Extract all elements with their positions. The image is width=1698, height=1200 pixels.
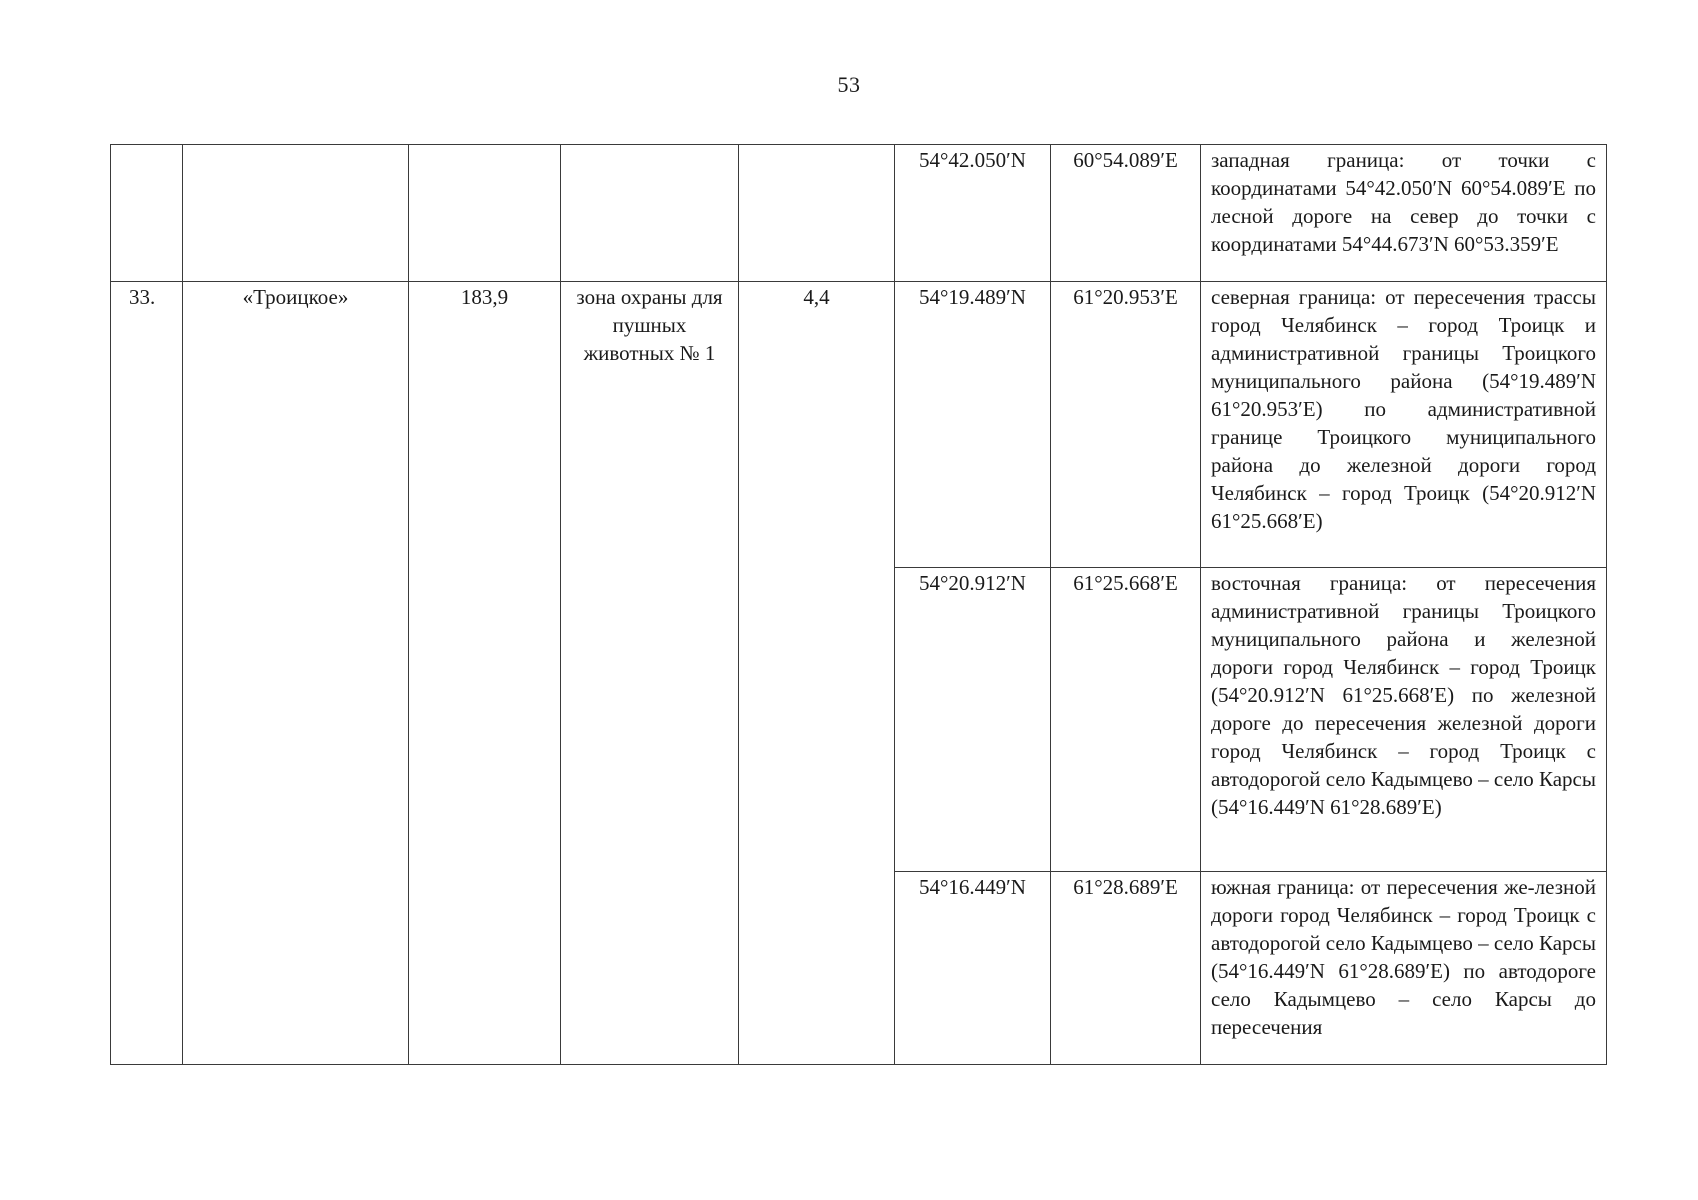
longitude-cell: 61°28.689′E	[1051, 872, 1201, 1065]
latitude-cell: 54°19.489′N	[895, 282, 1051, 568]
longitude-cell: 60°54.089′E	[1051, 145, 1201, 282]
boundaries-table-container	[110, 144, 1606, 1065]
record-number-cell: 33.	[111, 282, 183, 1065]
cell-area-empty	[409, 145, 561, 282]
table-row-record	[111, 282, 1607, 568]
record-area-cell: 183,9	[409, 282, 561, 1065]
boundary-description-cell	[1201, 872, 1607, 1065]
longitude-cell: 61°25.668′E	[1051, 568, 1201, 872]
boundary-description-cell	[1201, 282, 1607, 568]
cell-zone-area-empty	[739, 145, 895, 282]
boundary-description-cell	[1201, 145, 1607, 282]
record-zone-area-cell: 4,4	[739, 282, 895, 1065]
cell-name-empty	[183, 145, 409, 282]
boundary-description: западная граница: от точки с координатами 54°42.050′N 60°54.089′E по лесной дороге на север до точки с координатами 54°44.673′N 60°53.359′E	[1211, 148, 1596, 256]
page-number: 53	[837, 72, 861, 97]
latitude-cell: 54°20.912′N	[895, 568, 1051, 872]
boundary-description: южная граница: от пересечения же-лезной дороги город Челябинск – город Троицк с автодорогой село Кадымцево – село Карсы (54°16.449′N 61°28.689′E) по автодороге село Кадымцево – село Карсы до пересечения	[1211, 875, 1596, 1039]
boundary-description: северная граница: от пересечения трассы город Челябинск – город Троицк и административной границы Троицкого муниципального района (54°19.489′N 61°20.953′E) по административной границе Троицкого муниципального района до железной дороги город Челябинск – город Троицк (54°20.912′N 61°25.668′E)	[1211, 285, 1596, 533]
table-row-continuation	[111, 145, 1607, 282]
cell-zone-empty	[561, 145, 739, 282]
boundaries-table	[110, 144, 1607, 1065]
cell-number-empty	[111, 145, 183, 282]
latitude-cell: 54°42.050′N	[895, 145, 1051, 282]
record-zone-cell: зона охраны для пушных животных № 1	[561, 282, 739, 1065]
latitude-cell: 54°16.449′N	[895, 872, 1051, 1065]
record-name-cell: «Троицкое»	[183, 282, 409, 1065]
boundary-description-cell	[1201, 568, 1607, 872]
boundary-description: восточная граница: от пересечения административной границы Троицкого муниципального района и железной дороги город Челябинск – город Троицк (54°20.912′N 61°25.668′E) по железной дороге до пересечения железной дороги город Челябинск – город Троицк с автодорогой село Кадымцево – село Карсы (54°16.449′N 61°28.689′E)	[1211, 571, 1596, 819]
longitude-cell: 61°20.953′E	[1051, 282, 1201, 568]
